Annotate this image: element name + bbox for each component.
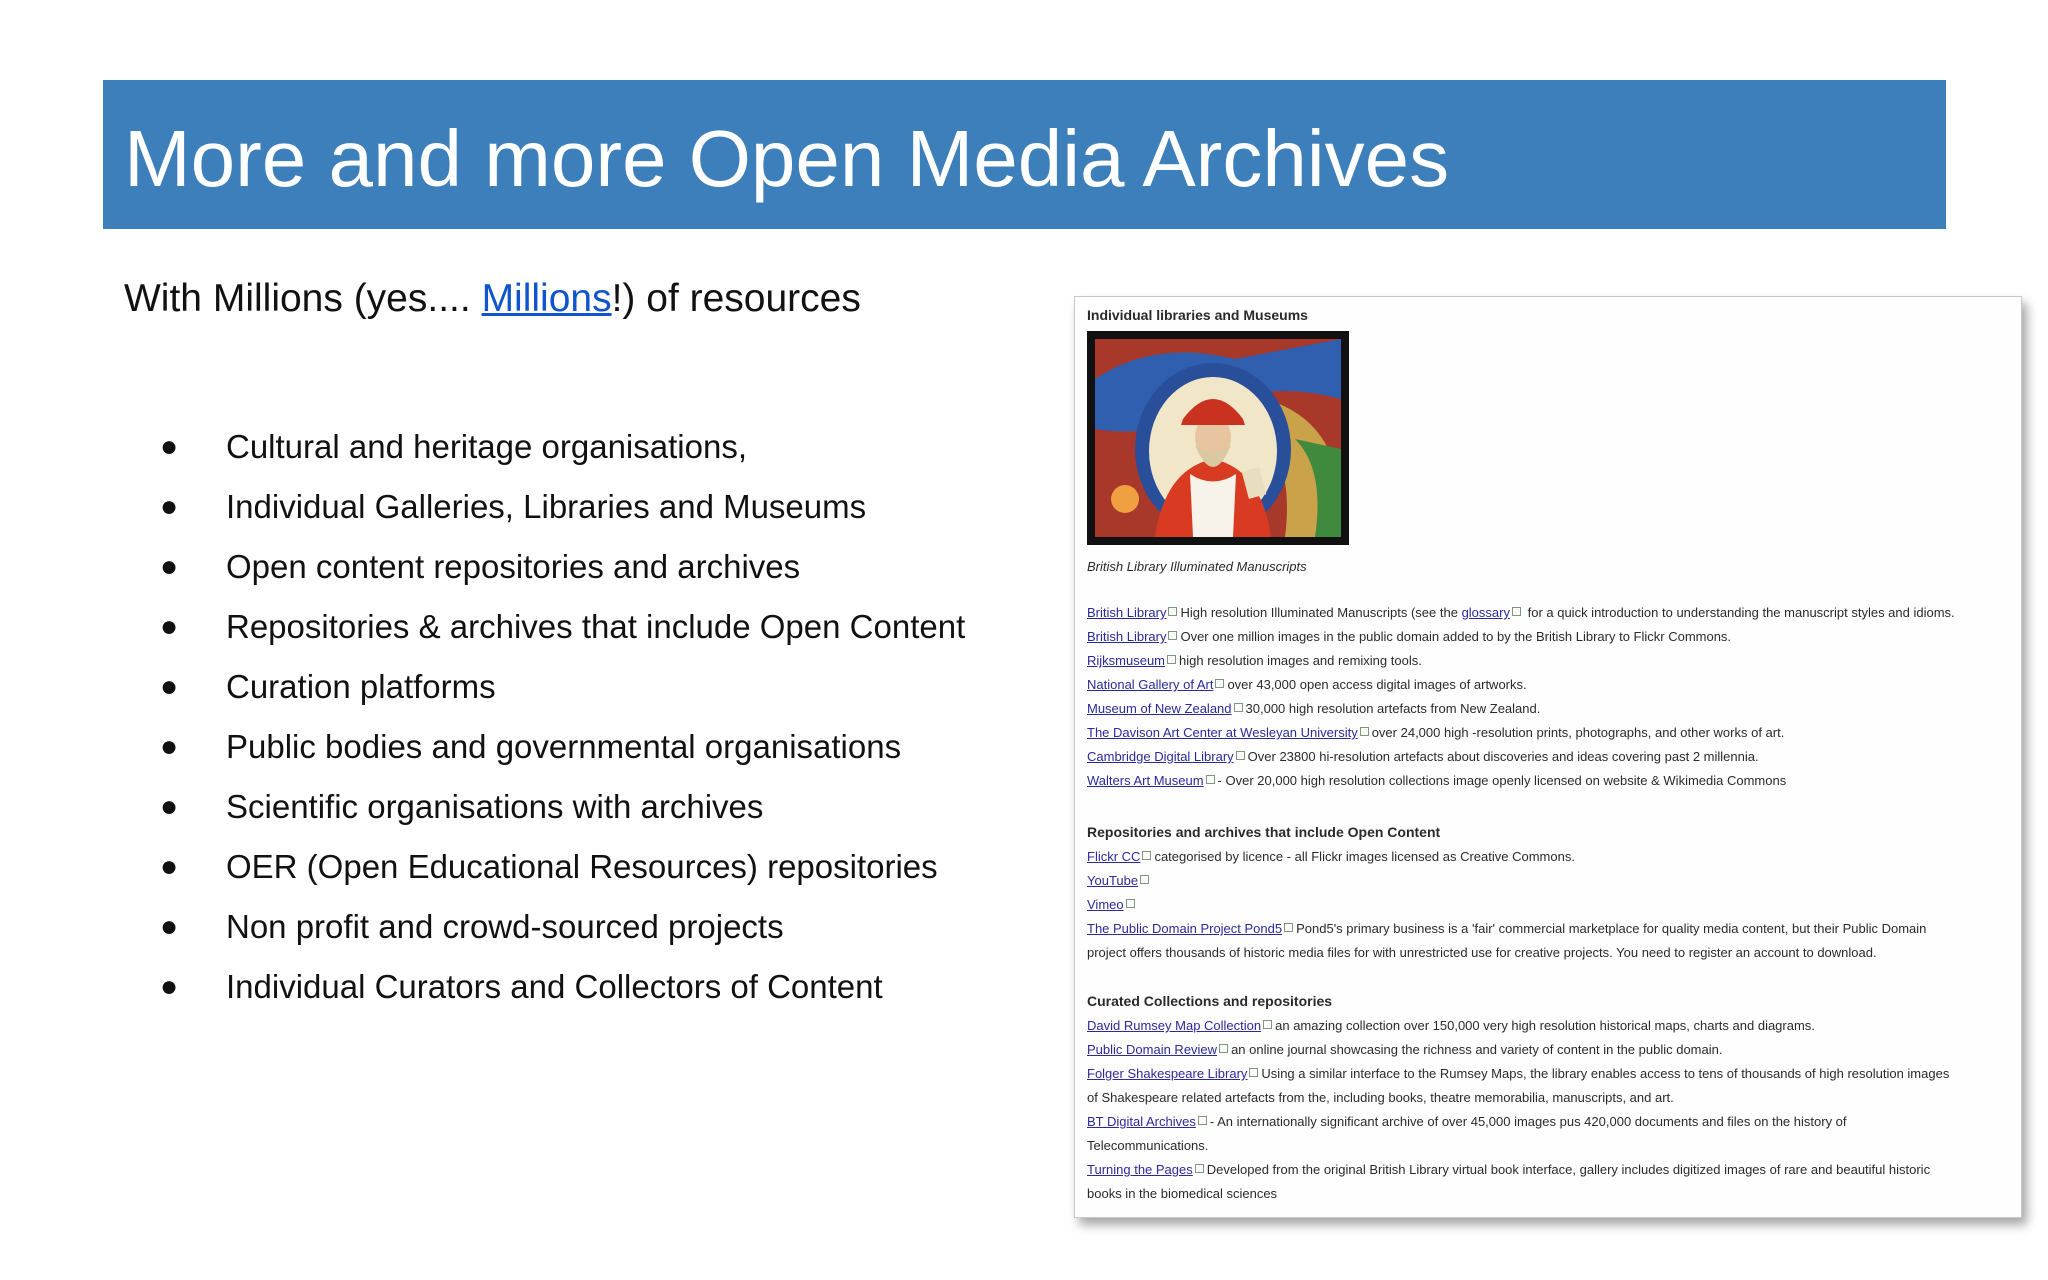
bullet-marker: ● [160, 790, 179, 823]
bullet-item [158, 721, 965, 781]
resource-description: books in the biomedical sciences [1087, 1186, 1278, 1201]
resource-link[interactable]: Rijksmuseum [1087, 653, 1166, 668]
external-link-icon [1512, 607, 1521, 616]
resource-line [1087, 676, 1527, 693]
resource-link[interactable]: Walters Art Museum [1087, 773, 1204, 788]
bullet-marker: ● [160, 910, 179, 943]
external-link-icon [1168, 607, 1177, 616]
external-link-icon [1284, 923, 1293, 932]
bullet-item [158, 541, 965, 601]
resource-description: - Over 20,000 high resolution collections image openly licensed on website & Wikimedia Commons [1217, 773, 1787, 788]
bullet-item [158, 421, 965, 481]
slide-title: More and more Open Media Archives [124, 114, 1450, 203]
resource-description: project offers thousands of historic media files for with unrestricted use for creative projects. You need to register an account to download. [1087, 945, 1877, 960]
external-link-icon [1206, 775, 1215, 784]
resource-line [1087, 604, 1955, 621]
bullet-text: Individual Curators and Collectors of Content [226, 968, 883, 1005]
image-caption: British Library Illuminated Manuscripts [1087, 559, 1307, 574]
resource-description: over 43,000 open access digital images of artworks. [1227, 677, 1527, 692]
resource-line [1087, 920, 1926, 937]
resource-link[interactable]: Vimeo [1087, 897, 1124, 912]
resource-link[interactable]: The Public Domain Project Pond5 [1087, 921, 1283, 936]
bullet-marker: ● [160, 670, 179, 703]
resource-description: Pond5's primary business is a 'fair' commercial marketplace for quality media content, but their Public Domain [1296, 921, 1927, 936]
bullet-text: Repositories & archives that include Open Content [226, 608, 966, 645]
resource-link[interactable]: The Davison Art Center at Wesleyan University [1087, 725, 1358, 740]
resource-description: of Shakespeare related artefacts from the, including books, theatre memorabilia, manuscripts, and art. [1087, 1090, 1674, 1105]
external-link-icon [1219, 1044, 1228, 1053]
resource-link[interactable]: Museum of New Zealand [1087, 701, 1232, 716]
bullet-item [158, 841, 965, 901]
millions-link[interactable]: Millions [481, 277, 612, 320]
bullet-item [158, 961, 965, 1021]
resource-line [1087, 1113, 1847, 1130]
external-link-icon [1360, 727, 1369, 736]
bullet-text: Cultural and heritage organisations, [226, 428, 747, 465]
bullet-text: Open content repositories and archives [226, 548, 801, 585]
bullet-list [158, 421, 965, 1021]
resource-link[interactable]: Folger Shakespeare Library [1087, 1066, 1248, 1081]
resource-link[interactable]: British Library [1087, 605, 1167, 620]
screenshot-heading-repositories: Repositories and archives that include Open Content [1087, 824, 1441, 840]
resource-description: Telecommunications. [1087, 1138, 1209, 1153]
bullet-text: Public bodies and governmental organisations [226, 728, 902, 765]
external-link-icon [1263, 1020, 1272, 1029]
resource-link[interactable]: YouTube [1087, 873, 1139, 888]
external-link-icon [1167, 655, 1176, 664]
resource-line [1087, 1017, 1815, 1034]
resource-line [1087, 1137, 1208, 1154]
resource-description: Over one million images in the public domain added to by the British Library to Flickr Commons. [1180, 629, 1732, 644]
resource-link[interactable]: National Gallery of Art [1087, 677, 1214, 692]
resource-description: Using a similar interface to the Rumsey Maps, the library enables access to tens of thousands of high resolution images [1261, 1066, 1950, 1081]
resource-line [1087, 1161, 1930, 1178]
external-link-icon [1198, 1116, 1207, 1125]
resource-line [1087, 1089, 1674, 1106]
external-link-icon [1234, 703, 1243, 712]
bullet-item [158, 781, 965, 841]
bullet-item [158, 661, 965, 721]
bullet-text: Non profit and crowd-sourced projects [226, 908, 784, 945]
resource-line [1087, 1065, 1949, 1082]
resource-line [1087, 896, 1138, 913]
bullet-marker: ● [160, 850, 179, 883]
resource-description: High resolution Illuminated Manuscripts (see the [1180, 605, 1462, 620]
resource-description: high resolution images and remixing tools. [1179, 653, 1422, 668]
resource-line [1087, 700, 1540, 717]
resource-link[interactable]: David Rumsey Map Collection [1087, 1018, 1262, 1033]
external-link-icon [1126, 899, 1135, 908]
resource-line [1087, 848, 1575, 865]
resource-line [1087, 1185, 1277, 1202]
resource-description: - An internationally significant archive of over 45,000 images pus 420,000 documents and files on the history of [1209, 1114, 1847, 1129]
archives-screenshot [1074, 296, 2022, 1218]
manuscript-painting [1095, 339, 1341, 537]
resource-description: an amazing collection over 150,000 very high resolution historical maps, charts and diagrams. [1275, 1018, 1815, 1033]
glossary-link[interactable]: glossary [1461, 605, 1510, 620]
bullet-marker: ● [160, 430, 179, 463]
resource-line [1087, 872, 1152, 889]
manuscript-illustration-icon [1095, 339, 1341, 537]
resource-description: for a quick introduction to understanding the manuscript styles and idioms. [1523, 605, 1955, 620]
bullet-text: OER (Open Educational Resources) repositories [226, 848, 938, 885]
illuminated-manuscript-image [1087, 331, 1349, 545]
resource-line [1087, 772, 1786, 789]
resource-line [1087, 652, 1422, 669]
resource-description: 30,000 high resolution artefacts from New Zealand. [1245, 701, 1541, 716]
resource-link[interactable]: Turning the Pages [1087, 1162, 1193, 1177]
external-link-icon [1140, 875, 1149, 884]
resource-link[interactable]: Public Domain Review [1087, 1042, 1218, 1057]
resource-description: categorised by licence - all Flickr images licensed as Creative Commons. [1154, 849, 1575, 864]
resource-line [1087, 748, 1759, 765]
bullet-text: Curation platforms [226, 668, 496, 705]
subtitle-text-after: !) of resources [611, 277, 861, 320]
resource-description: Developed from the original British Library virtual book interface, gallery includes digitized images of rare and beautiful historic [1206, 1162, 1931, 1177]
external-link-icon [1168, 631, 1177, 640]
resource-description: over 24,000 high -resolution prints, photographs, and other works of art. [1371, 725, 1785, 740]
external-link-icon [1195, 1164, 1204, 1173]
screenshot-heading-curated: Curated Collections and repositories [1087, 993, 1333, 1009]
resource-link[interactable]: Cambridge Digital Library [1087, 749, 1234, 764]
bullet-marker: ● [160, 730, 179, 763]
resource-line [1087, 1041, 1722, 1058]
bullet-marker: ● [160, 550, 179, 583]
resource-line [1087, 944, 1877, 961]
resource-description: an online journal showcasing the richness and variety of content in the public domain. [1231, 1042, 1723, 1057]
slide-subtitle [124, 276, 861, 322]
resource-line [1087, 724, 1784, 741]
title-bar [103, 80, 1946, 229]
resource-description: Over 23800 hi-resolution artefacts about discoveries and ideas covering past 2 millennia. [1247, 749, 1759, 764]
subtitle-text-before: With Millions (yes.... [124, 277, 482, 320]
external-link-icon [1215, 679, 1224, 688]
bullet-marker: ● [160, 610, 179, 643]
resource-link[interactable]: BT Digital Archives [1087, 1114, 1196, 1129]
bullet-item [158, 901, 965, 961]
resource-line [1087, 628, 1731, 645]
bullet-item [158, 601, 965, 661]
bullet-text: Individual Galleries, Libraries and Museums [226, 488, 867, 525]
bullet-marker: ● [160, 490, 179, 523]
external-link-icon [1142, 851, 1151, 860]
screenshot-heading-libraries: Individual libraries and Museums [1087, 307, 1308, 323]
external-link-icon [1249, 1068, 1258, 1077]
resource-link[interactable]: British Library [1087, 629, 1167, 644]
resource-link[interactable]: Flickr CC [1087, 849, 1141, 864]
bullet-marker: ● [160, 970, 179, 1003]
bullet-item [158, 481, 965, 541]
bullet-text: Scientific organisations with archives [226, 788, 764, 825]
external-link-icon [1236, 751, 1245, 760]
